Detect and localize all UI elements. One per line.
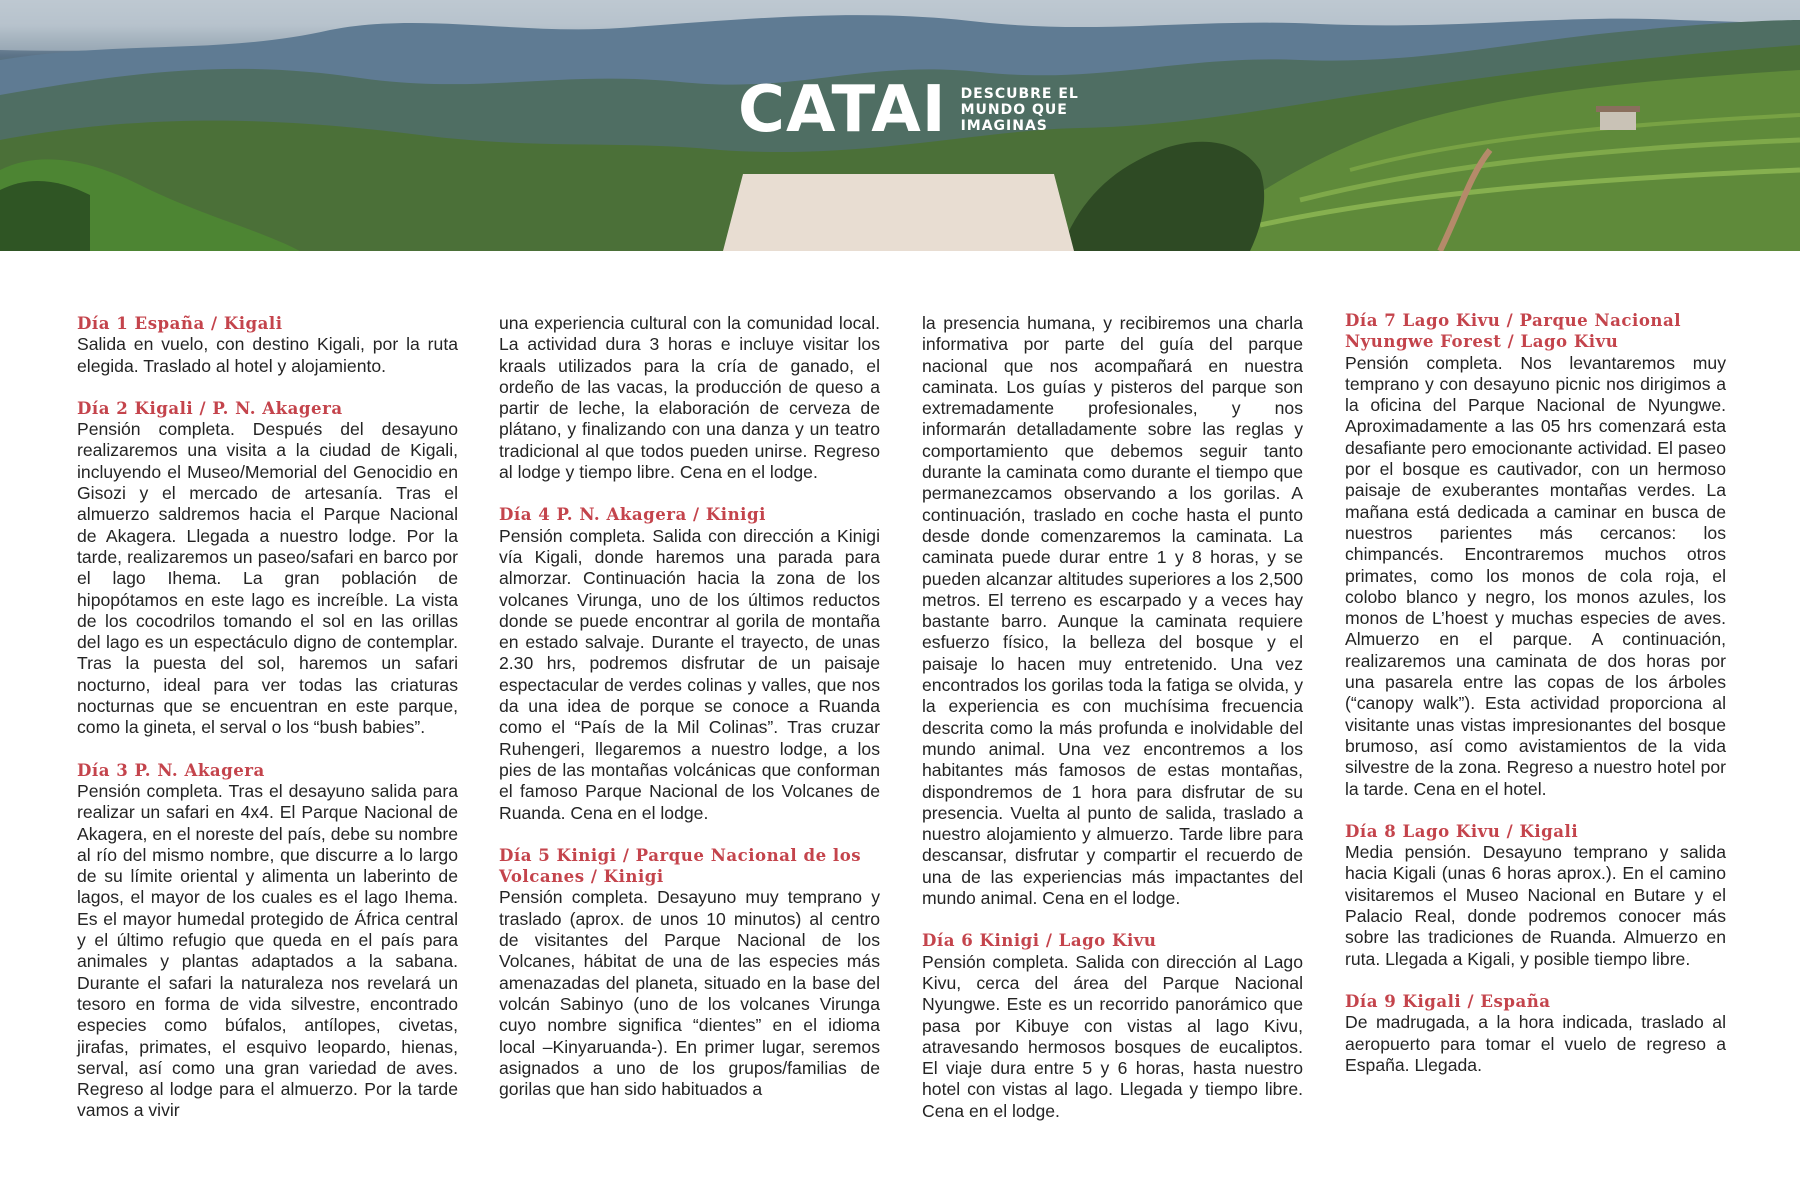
day-section: [77, 398, 458, 739]
day-heading: Día 8 Lago Kivu / Kigali: [1345, 820, 1579, 841]
day-heading: Día 5 Kinigi / Parque Nacional de los Volcanes / Kinigi: [499, 844, 862, 887]
tagline-line-2: MUNDO QUE: [960, 102, 1068, 118]
day-description: Pensión completa. Desayuno muy temprano y traslado (aprox. de unos 10 minutos) al centro de visitantes del Parque Nacional de los Volcanes, hábitat de una de las especies más amenazadas del planeta, situado en la base del volcán Sabinyo (uno de los volcanes Virunga cuyo nombre significa “dientes” en el idioma local –Kinyaruanda-). En primer lugar, seremos asignados a uno de los grupos/familias de gorilas que han sido habituados a: [499, 887, 880, 1100]
day-description: Media pensión. Desayuno temprano y salida hacia Kigali (unas 6 horas aprox.). En el camino visitaremos el Museo Nacional en Butare y el Palacio Real, donde podremos conocer más sobre las tradiciones de Ruanda. Almuerzo en ruta. Llegada a Kigali, y posible tiempo libre.: [1345, 842, 1726, 969]
header-banner-photo: [0, 0, 1800, 251]
day-heading: Día 7 Lago Kivu / Parque Nacional Nyungwe Forest / Lago Kivu: [1345, 310, 1682, 352]
itinerary-column-2: [499, 313, 880, 1100]
catai-logo: [738, 72, 1079, 148]
day-section: [1345, 991, 1726, 1076]
logo-wordmark: CATAI: [738, 73, 947, 147]
day-section-continued: [922, 313, 1303, 909]
tagline-line-1: DESCUBRE EL: [960, 86, 1079, 102]
day-section: [499, 504, 880, 823]
itinerary-column-1: [77, 313, 458, 1122]
itinerary-column-4: [1345, 310, 1726, 1076]
day-description: la presencia humana, y recibiremos una charla informativa por parte del guía del parque nacional que nos acompañará en nuestra caminata. Los guías y pisteros del parque son extremadamente profesionales, y nos informarán detalladamente sobre las reglas y comportamiento que debemos seguir tanto durante la caminata como durante el tiempo que permanezcamos observando a los gorilas. A continuación, traslado en coche hasta el punto desde donde comenzaremos la caminata. La caminata puede durar entre 1 y 8 horas, y se pueden alcanzar altitudes superiores a los 2,500 metros. El terreno es escarpado y a veces hay bastante barro. Aunque la caminata requiere esfuerzo físico, la belleza del bosque y el paisaje lo hacen muy entretenido. Una vez encontrados los gorilas toda la fatiga se olvida, y la experiencia es con muchísima frecuencia descrita como la más profunda e inolvidable del mundo animal. Una vez encontremos a los habitantes más famosos de estas montañas, dispondremos de 1 hora para disfrutar de su presencia. Vuelta al punto de salida, traslado a nuestro alojamiento y almuerzo. Tarde libre para descansar, disfrutar y compartir el recuerdo de una de las experiencias más impactantes del mundo animal. Cena en el lodge.: [922, 313, 1303, 909]
day-section: [77, 313, 458, 377]
day-section-continued: [499, 313, 880, 483]
day-description: Pensión completa. Después del desayuno realizaremos una visita a la ciudad de Kigali, incluyendo el Museo/Memorial del Genocidio en Gisozi y el mercado de artesanía. Tras el almuerzo saldremos hacia el Parque Nacional de Akagera. Llegada a nuestro lodge. Por la tarde, realizaremos un paseo/safari en barco por el lago Ihema. La gran población de hipopótamos en este lago es increíble. La vista de los cocodrilos tomando el sol en las orillas del lago es un espectáculo digno de contemplar. Tras la puesta del sol, haremos un safari nocturno, ideal para ver todas las criaturas nocturnas que se encuentran en este parque, como la gineta, el serval o los “bush babies”.: [77, 419, 458, 738]
day-heading: Día 6 Kinigi / Lago Kivu: [922, 930, 1157, 951]
day-section: [1345, 310, 1726, 800]
day-heading: Día 9 Kigali / España: [1345, 990, 1551, 1011]
day-section: [922, 930, 1303, 1122]
day-description: una experiencia cultural con la comunidad local. La actividad dura 3 horas e incluye visitar los kraals utilizados para la cría de ganado, el ordeño de las vacas, la producción de queso a partir de leche, la elaboración de cerveza de plátano, y finalizando con una danza y un teatro tradicional al que todos pueden unirse. Regreso al lodge y tiempo libre. Cena en el lodge.: [499, 313, 880, 483]
day-description: Pensión completa. Salida con dirección al Lago Kivu, cerca del área del Parque Nacional Nyungwe. Este es un recorrido panorámico que pasa por Kibuye con vistas al lago Kivu, atravesando hermosos bosques de eucaliptos. El viaje dura entre 5 y 6 horas, hasta nuestro hotel con vistas al lago. Llegada y tiempo libre. Cena en el lodge.: [922, 951, 1303, 1121]
day-section: [77, 760, 458, 1122]
itinerary-column-3: [922, 313, 1303, 1122]
day-heading: Día 4 P. N. Akagera / Kinigi: [499, 504, 766, 525]
day-section: [499, 845, 880, 1101]
day-description: Pensión completa. Salida con dirección a Kinigi vía Kigali, donde haremos una parada para almorzar. Continuación hacia la zona de los volcanes Virunga, uno de los últimos reductos donde se puede encontrar al gorila de montaña en estado salvaje. Durante el trayecto, de unas 2.30 hrs, podremos disfrutar de un paisaje espectacular de verdes colinas y valles, que nos da una idea de porque se conoce a Ruanda como el “País de la Mil Colinas”. Tras cruzar Ruhengeri, llegaremos a nuestro lodge, a los pies de las montañas volcánicas que conforman el famoso Parque Nacional de los Volcanes de Ruanda. Cena en el lodge.: [499, 525, 880, 823]
day-description: De madrugada, a la hora indicada, traslado al aeropuerto para tomar el vuelo de regreso a España. Llegada.: [1345, 1012, 1726, 1075]
day-description: Salida en vuelo, con destino Kigali, por la ruta elegida. Traslado al hotel y alojamiento.: [77, 334, 458, 376]
tagline-line-3: IMAGINAS: [960, 118, 1048, 134]
day-section: [1345, 821, 1726, 970]
day-heading: Día 3 P. N. Akagera: [77, 759, 265, 780]
day-description: Pensión completa. Tras el desayuno salida para realizar un safari en 4x4. El Parque Nacional de Akagera, en el noreste del país, debe su nombre al río del mismo nombre, que discurre a lo largo de su límite oriental y alimenta un laberinto de lagos, el mayor de los cuales es el lago Ihema. Es el mayor humedal protegido de África central y el último refugio que queda en el país para animales y plantas adaptados a la sabana. Durante el safari la naturaleza nos revelará un tesoro en forma de vida silvestre, encontrado especies como búfalos, antílopes, civetas, jirafas, primates, el esquivo leopardo, hienas, serval, así como una gran variedad de aves. Regreso al lodge para el almuerzo. Por la tarde vamos a vivir: [77, 780, 458, 1121]
day-heading: Día 1 España / Kigali: [77, 313, 283, 333]
day-description: Pensión completa. Nos levantaremos muy temprano y con desayuno picnic nos dirigimos a la oficina del Parque Nacional de Nyungwe. Aproximadamente a las 05 hrs comenzará esta desafiante pero emocionante actividad. El paseo por el bosque es cautivador, con un hermoso paisaje de exuberantes montañas verdes. La mañana está dedicada a caminar en busca de nuestros parientes más cercanos: los chimpancés. Encontraremos muchos otros primates, como los monos de cola roja, el colobo blanco y negro, los monos azules, los monos de L’hoest y muchas especies de aves. Almuerzo en el parque. A continuación, realizaremos una caminata de dos horas por una pasarela entre las copas de los árboles (“canopy walk”). Esta actividad proporciona al visitante unas vistas impresionantes del bosque brumoso, así como avistamientos de la vida silvestre de la zona. Regreso a nuestro hotel por la tarde. Cena en el hotel.: [1345, 352, 1726, 799]
day-heading: Día 2 Kigali / P. N. Akagera: [77, 397, 343, 418]
logo-tagline: [961, 86, 1079, 134]
